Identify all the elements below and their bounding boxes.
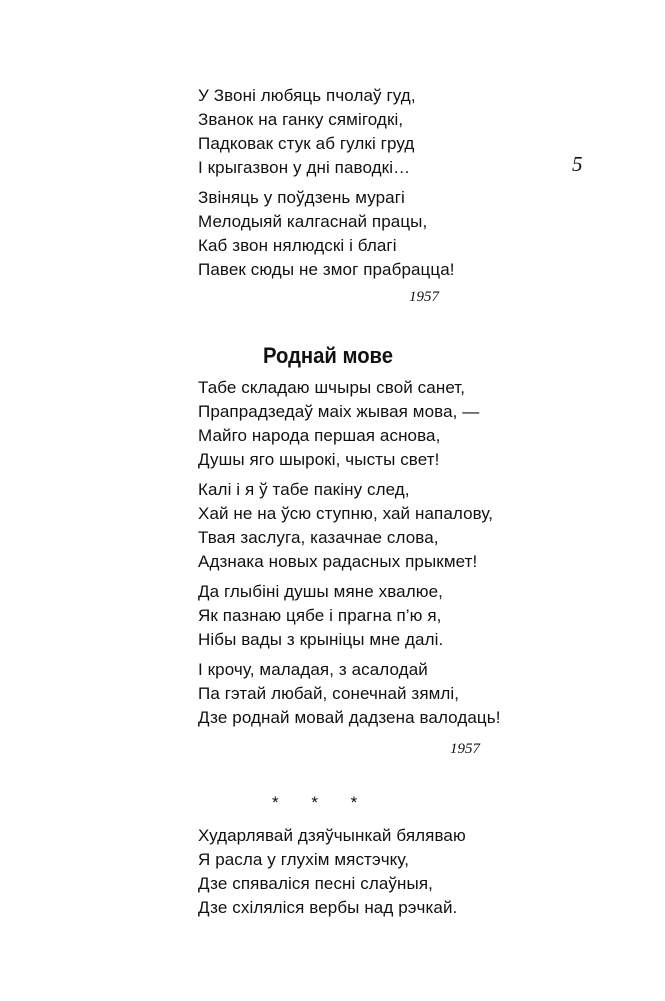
poem-line: У Звоні любяць пчолаў гуд, bbox=[198, 86, 416, 105]
poem-three-stanza-1 bbox=[198, 824, 466, 920]
poem-line: Табе складаю шчыры свой санет, bbox=[198, 378, 466, 397]
poem-one-date: 1957 bbox=[409, 289, 439, 305]
poem-line: Званок на ганку сямігодкі, bbox=[198, 110, 404, 129]
poem-line: Я расла у глухім мястэчку, bbox=[198, 850, 410, 869]
poem-line: Як пазнаю цябе і прагна п’ю я, bbox=[198, 606, 442, 625]
page-number: 5 bbox=[572, 152, 583, 176]
poem-line: Па гэтай любай, сонечнай зямлі, bbox=[198, 684, 460, 703]
asterism-separator: * * * bbox=[272, 793, 372, 812]
poem-line: І крочу, маладая, з асалодай bbox=[198, 660, 428, 679]
poem-line: Дзе роднай мовай дадзена валодаць! bbox=[198, 708, 501, 727]
poem-line: Нібы вады з крыніцы мне далі. bbox=[198, 630, 444, 649]
poem-two-stanza-3 bbox=[198, 580, 443, 652]
poem-line: Твая заслуга, казачнае слова, bbox=[198, 528, 439, 547]
poem-line: Дзе спяваліся песні слаўныя, bbox=[198, 874, 433, 893]
poem-line: Дзе схіляліся вербы над рэчкай. bbox=[198, 898, 458, 917]
poem-two-stanza-4 bbox=[198, 658, 501, 730]
poem-two-title: Роднай мове bbox=[262, 343, 393, 368]
poem-line: Хай не на ўсю ступню, хай напалову, bbox=[198, 504, 494, 523]
poem-line: Прапрадзедаў маіх жывая мова, — bbox=[198, 402, 480, 421]
poem-line: Майго народа першая аснова, bbox=[198, 426, 441, 445]
poem-two-date: 1957 bbox=[450, 741, 480, 757]
poem-line: Мелодыяй калгаснай працы, bbox=[198, 212, 428, 231]
poem-line: Хударлявай дзяўчынкай бяляваю bbox=[198, 826, 466, 845]
poem-line: Душы яго шырокі, чысты свет! bbox=[198, 450, 440, 469]
poem-line: Падковак стук аб гулкі груд bbox=[198, 134, 415, 153]
poem-one-stanza-1 bbox=[198, 84, 416, 180]
poem-one-stanza-2 bbox=[198, 186, 455, 282]
poem-two-stanza-1 bbox=[198, 376, 479, 472]
poem-line: Звіняць у поўдзень мурагі bbox=[198, 188, 405, 207]
poem-line: І крыгазвон у дні паводкі… bbox=[198, 158, 411, 177]
poem-line: Да глыбіні душы мяне хвалюе, bbox=[198, 582, 443, 601]
poem-line: Каб звон нялюдскі і благі bbox=[198, 236, 397, 255]
poem-line: Павек сюды не змог прабрацца! bbox=[198, 260, 455, 279]
poem-two-stanza-2 bbox=[198, 478, 493, 574]
poem-line: Калі і я ў табе пакіну след, bbox=[198, 480, 410, 499]
poem-line: Адзнака новых радасных прыкмет! bbox=[198, 552, 478, 571]
